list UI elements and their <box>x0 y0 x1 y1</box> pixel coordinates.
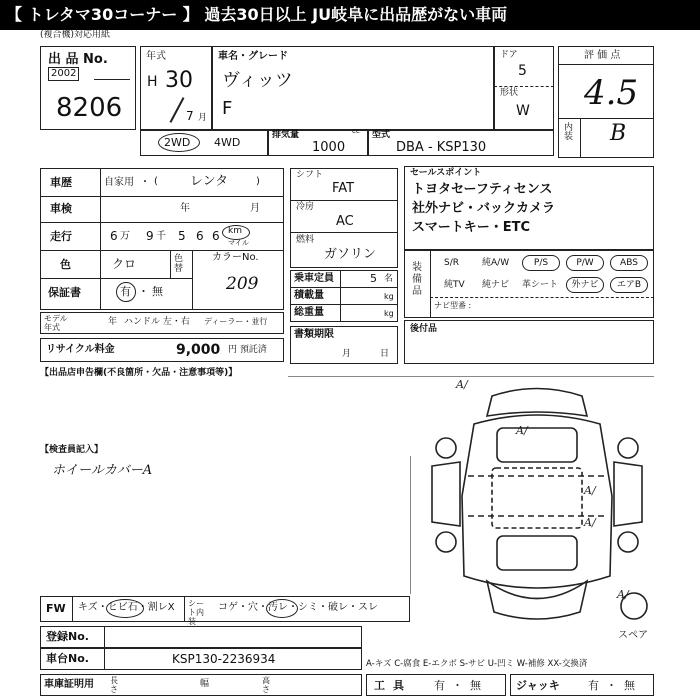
selling-line-2: 社外ナビ・バックカメラ <box>412 201 556 216</box>
load-label: 積載量 <box>294 290 324 301</box>
mileage-d5: 6 <box>212 229 220 243</box>
docs-month: 月 <box>342 349 352 359</box>
equip-ps: P/S <box>522 255 560 271</box>
inspector-note: ホイールカバーA <box>52 463 153 478</box>
mileage-mile: マイル <box>228 239 249 247</box>
tools-no: 無 <box>470 679 481 692</box>
selling-label: セールスポイント <box>410 168 482 178</box>
tools-label: 工具 <box>374 679 412 692</box>
model-value: DBA - KSP130 <box>396 140 487 155</box>
recycle-value: 9,000 <box>176 342 221 358</box>
diagram-cabin <box>492 468 582 528</box>
mileage-u1: 万 <box>120 231 130 242</box>
capacity-unit: 名 <box>384 274 394 284</box>
inspection-year-unit: 年 <box>180 203 190 214</box>
equipment-label: 装備品 <box>412 262 422 297</box>
diagram-hood <box>497 428 577 462</box>
model-year-year: 年 <box>108 317 118 327</box>
jack-sep: ・ <box>606 679 617 692</box>
history-close: ) <box>256 176 260 187</box>
mileage-km: km <box>228 226 242 236</box>
door-dash <box>494 46 495 130</box>
inspector-label: 【検査員記入】 <box>40 445 104 455</box>
navi-label: ナビ型番 : <box>434 301 472 310</box>
col-line <box>340 270 341 322</box>
ac-value: AC <box>336 214 354 229</box>
damage-mark: A/ <box>584 516 596 529</box>
displacement-unit: cc <box>352 127 360 135</box>
car-label: 車名・グレード <box>218 51 288 62</box>
shift-value: FAT <box>332 181 355 196</box>
displacement-value: 1000 <box>312 140 346 155</box>
mileage-d4: 6 <box>196 229 204 243</box>
selling-line-3: スマートキー・ETC <box>412 220 531 235</box>
diagram-wheel-rr <box>618 532 638 552</box>
row-line <box>290 304 398 305</box>
chassis-divider <box>104 648 105 670</box>
registration-divider <box>104 626 105 648</box>
car-damage-diagram <box>412 376 662 640</box>
door-value: 5 <box>518 63 527 79</box>
fuel-label: 燃料 <box>296 235 315 245</box>
ac-label: 冷房 <box>296 202 315 212</box>
navi-line <box>430 297 654 298</box>
color-no-divider <box>192 250 193 310</box>
mileage-label: 走行 <box>50 230 72 243</box>
interior-label: 内装 <box>564 123 574 142</box>
history-open: ( <box>154 176 158 187</box>
docs-label: 書類期限 <box>294 329 334 340</box>
shape-value: W <box>516 103 530 119</box>
equip-navi: 純ナビ <box>482 280 510 290</box>
mileage-d2: 9 <box>146 229 154 243</box>
row-line <box>290 200 398 201</box>
warranty-label: 保証書 <box>48 286 81 299</box>
color-label: 色 <box>60 258 71 271</box>
tools-sep: ・ <box>452 679 463 692</box>
selling-line-1: トヨタセーフティセンス <box>412 182 553 197</box>
row-line <box>290 232 398 233</box>
mileage-u2: 千 <box>156 231 166 242</box>
door-label: ドア <box>500 50 518 60</box>
model-label: 型式 <box>372 130 391 140</box>
damage-mark: A/ <box>456 378 468 391</box>
shift-label: シフト <box>296 170 324 180</box>
diagram-left-side <box>432 462 460 526</box>
color-no-label: カラーNo. <box>212 252 259 263</box>
score-label-line <box>558 64 654 65</box>
seat-items: コゲ・穴・汚レ・シミ・破レ・スレ <box>218 602 378 613</box>
inspection-label: 車検 <box>50 202 72 215</box>
year-value: 30 <box>165 68 193 93</box>
color-change-divider <box>170 250 171 278</box>
fw-divider <box>72 596 73 622</box>
jack-yes: 有 <box>588 679 599 692</box>
shape-label: 形状 <box>500 88 519 98</box>
equipment-divider <box>430 250 431 318</box>
col-line <box>100 168 101 310</box>
cert-length: 長さ <box>110 676 118 694</box>
declare-label: 【出品店申告欄(不良箇所・欠品・注意事項等)】 <box>40 368 238 378</box>
score-divider <box>558 118 654 119</box>
inspection-month-unit: 月 <box>250 203 260 214</box>
year-month: 7 <box>186 109 194 123</box>
row-line <box>40 222 284 223</box>
history-value: レンタ <box>190 174 229 189</box>
row-line <box>290 287 398 288</box>
warranty-no: 無 <box>152 285 163 298</box>
row-line <box>40 278 192 279</box>
jack-label: ジャッキ <box>516 679 560 692</box>
color-no-value: 209 <box>226 274 259 294</box>
recycle-label: リサイクル料金 <box>46 344 115 355</box>
form-subnote: (複合機)対応用紙 <box>40 30 111 40</box>
capacity-value: 5 <box>370 272 377 285</box>
docs-day: 日 <box>380 349 390 359</box>
interior-value: B <box>610 121 627 146</box>
year-era: H <box>147 74 158 90</box>
diagram-body-outline <box>462 415 612 588</box>
warranty-sep: ・ <box>138 285 149 298</box>
car-name: ヴィッツ <box>222 70 293 91</box>
fw-label: FW <box>46 602 66 615</box>
listing-stamp-line <box>94 79 130 80</box>
interior-divider <box>580 118 581 158</box>
mileage-d3: 5 <box>178 229 186 243</box>
cert-label: 車庫証明用 <box>44 679 94 690</box>
damage-mark: A/ <box>516 424 528 437</box>
displacement-label: 排気量 <box>272 130 300 140</box>
tools-yes: 有 <box>434 679 445 692</box>
equip-airbag: エアB <box>610 277 648 293</box>
equip-tv: 純TV <box>444 280 465 290</box>
gross-label: 総重量 <box>294 307 324 318</box>
history-label: 車歴 <box>50 176 72 189</box>
damage-mark: A/ <box>617 588 629 601</box>
banner-title: 【 トレタマ30コーナー 】 過去30日以上 JU岐阜に出品歴がない車両 <box>6 5 508 24</box>
diagram-wheel-fl <box>436 438 456 458</box>
cert-width: 幅 <box>200 679 210 689</box>
diagram-rear-lower <box>487 581 587 619</box>
aftermarket-label: 後付品 <box>410 324 438 334</box>
equip-pw: P/W <box>566 255 604 271</box>
score-value: 4.5 <box>584 73 639 113</box>
mileage-d1: 6 <box>110 229 118 243</box>
damage-mark: A/ <box>584 484 596 497</box>
seat-label: シート内装 <box>188 599 204 626</box>
equip-ext-navi: 外ナビ <box>566 277 604 293</box>
diagram-wheel-fr <box>618 438 638 458</box>
equip-aw: 純A/W <box>482 258 510 268</box>
chassis-value: KSP130-2236934 <box>172 652 276 666</box>
equip-leather: 革シート <box>522 280 559 290</box>
jack-no: 無 <box>624 679 635 692</box>
aftermarket-box <box>404 320 654 364</box>
row-line <box>40 196 284 197</box>
warranty-yes: 有 <box>120 285 131 298</box>
load-unit: kg <box>384 292 394 301</box>
year-label: 年式 <box>146 51 166 62</box>
drive-4wd: 4WD <box>214 136 241 149</box>
gross-unit: kg <box>384 309 394 318</box>
spare-label: スペア <box>618 630 648 640</box>
color-change-label: 色替 <box>174 254 184 274</box>
equip-abs: ABS <box>610 255 648 271</box>
registration-label: 登録No. <box>46 630 89 643</box>
diagram-wheel-rl <box>436 532 456 552</box>
model-year-label: モデル年式 <box>44 314 68 332</box>
damage-legend: A-キズ C-腐食 E-エクボ S-サビ U-凹ミ W-補修 XX-交換済 <box>366 659 588 669</box>
fuel-value: ガソリン <box>324 247 377 262</box>
drive-2wd: 2WD <box>164 136 191 149</box>
recycle-unit: 円 預託済 <box>228 345 267 355</box>
car-grade: F <box>222 98 233 119</box>
model-year-handle: ハンドル 左・右 <box>124 317 190 327</box>
listing-number: 8206 <box>56 93 123 123</box>
listing-label: 出 品 No. <box>48 52 108 67</box>
diagram-trunk <box>497 536 577 570</box>
equip-sr: S/R <box>444 258 459 268</box>
diagram-roof-outline <box>487 389 587 417</box>
inspector-area <box>40 456 411 594</box>
color-value: クロ <box>112 257 137 271</box>
capacity-label: 乗車定員 <box>294 273 334 284</box>
score-label: 評 価 点 <box>584 50 621 61</box>
history-option-a: 自家用 <box>104 177 134 188</box>
seat-divider <box>184 596 185 622</box>
history-dot: ・ <box>140 177 150 188</box>
row-line <box>40 250 284 251</box>
year-month-unit: 月 <box>198 113 208 123</box>
fw-items: キズ・ヒビ石・割レX <box>78 602 175 613</box>
chassis-label: 車台No. <box>46 652 89 665</box>
model-year-dealer: ディーラー・並行 <box>204 317 268 326</box>
door-divider <box>494 86 554 87</box>
listing-stamp: 2002 <box>48 67 79 81</box>
cert-height: 高さ <box>262 676 270 694</box>
diagram-right-side <box>614 462 642 526</box>
